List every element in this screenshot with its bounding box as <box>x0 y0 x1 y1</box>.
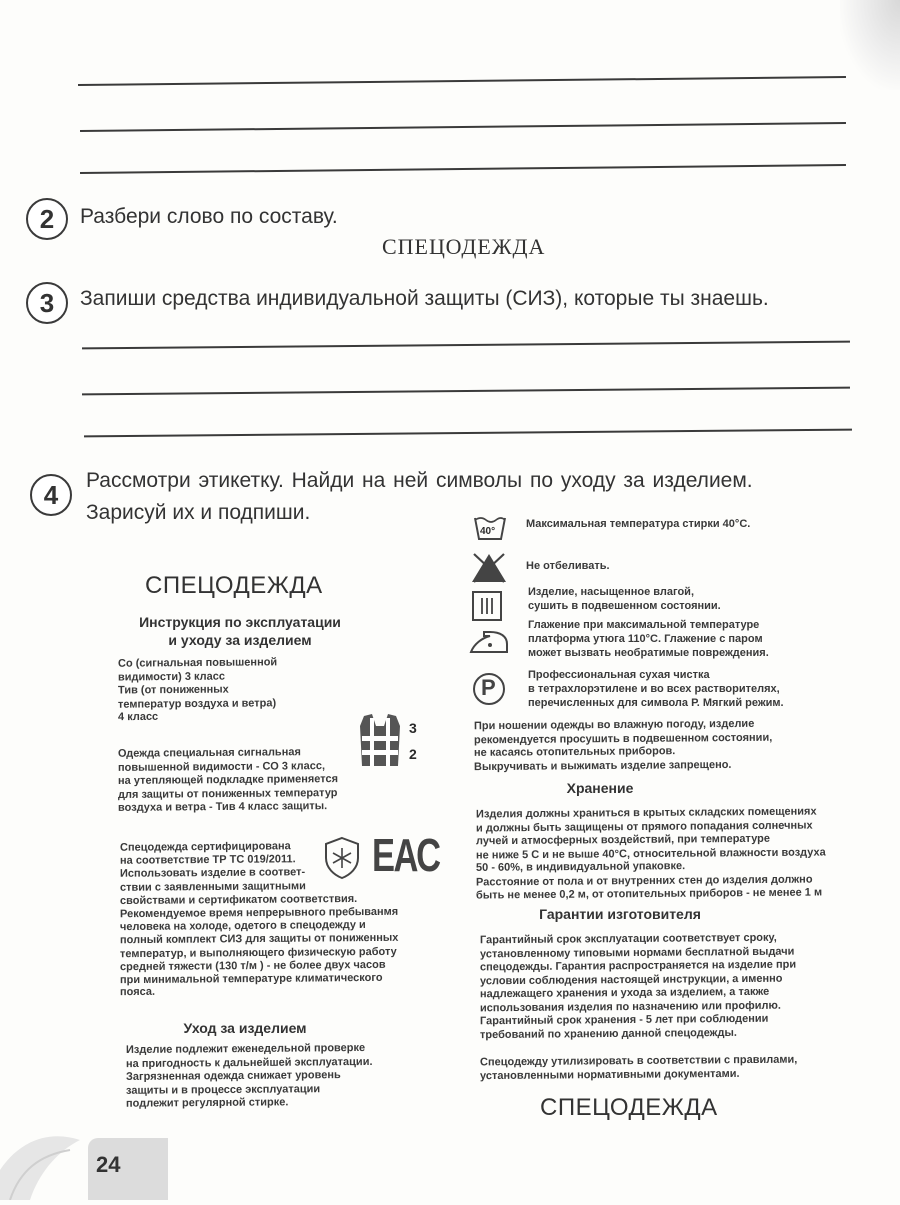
signal-description-line: для защиты от пониженных температур <box>117 786 338 801</box>
iron-text-3: может вызвать необратимые повреждения. <box>528 647 769 659</box>
vest-class-number-bottom: 2 <box>409 746 417 762</box>
guarantee-line: спецодежды. Гарантия распространяется на изделие при <box>479 958 797 974</box>
certification-line: при минимальной температуре климатического <box>119 971 383 987</box>
instruction-heading-1: Инструкция по эксплуатации <box>139 614 341 630</box>
certification-line: Рекомендуемое время непрерывного пребыванмя <box>119 905 399 921</box>
guarantee-line: использования изделия по назначению или профилю. <box>479 999 781 1014</box>
disposal-line: Спецодежду утилизировать в соответствии с правилами, <box>479 1053 798 1069</box>
instruction-heading-2: и уходу за изделием <box>168 632 312 648</box>
vest-icon <box>358 712 402 773</box>
eac-mark: ЕАС <box>372 829 440 881</box>
guarantee-line: Гарантийный срок эксплуатации соответствует сроку, <box>479 931 777 947</box>
certification-line: ствии с заявленными защитными <box>119 879 306 894</box>
task-4-line-1: Рассмотри этикетку. Найди на ней символы по уходу за изделием. <box>86 469 753 492</box>
wet-weather-line: рекомендуется просушить в подвешенном состоянии, <box>473 731 773 746</box>
guarantee-line: установленному типовыми нормами бесплатной выдачи <box>479 945 795 960</box>
task-number-4: 4 <box>30 474 72 516</box>
drip-dry-icon <box>471 590 503 627</box>
storage-line: 50 - 60%, в индивидуальной упаковке. <box>475 860 686 874</box>
signal-description-line: на утепляющей подкладке применяется <box>117 773 339 787</box>
no-bleach-icon <box>470 552 508 589</box>
disposal-line: установленными нормативными документами. <box>479 1067 740 1082</box>
guarantee-line: требований по хранению данной спецодежды. <box>479 1026 737 1041</box>
word-to-parse: СПЕЦОДЕЖДА <box>382 234 546 259</box>
writing-line <box>84 429 852 438</box>
protection-class-line: видимости) 3 класс <box>117 670 226 683</box>
pro-clean-text-3: перечисленных для символа Р. Мягкий режим. <box>528 697 784 709</box>
writing-line <box>82 387 850 396</box>
care-heading: Уход за изделием <box>183 1020 307 1036</box>
iron-one-dot-icon <box>468 626 510 661</box>
protection-class-line: Тив (от пониженных <box>117 683 229 697</box>
writing-line <box>80 122 846 132</box>
certification-line: средней тяжести (130 т/м ) - не более двух часов <box>119 958 386 973</box>
iron-text-2: платформа утюга 110°С. Глажение с паром <box>528 633 763 645</box>
certification-line: Использовать изделие в соответ- <box>119 866 306 881</box>
storage-line: не ниже 5 С и не выше 40°С, относительной влажности воздуха <box>475 845 826 862</box>
page-leaf-decoration <box>0 1110 90 1205</box>
protection-class-line: Со (сигнальная повышенной <box>117 656 278 670</box>
pro-clean-text-1: Профессиональная сухая чистка <box>528 669 710 681</box>
label-title-top: СПЕЦОДЕЖДА <box>145 572 323 599</box>
certification-line: полный комплект СИЗ для защиты от пониженных <box>119 932 399 947</box>
guarantee-line: условии соблюдения настоящей инструкции, а именно <box>479 972 783 987</box>
writing-line <box>80 164 846 174</box>
wet-weather-line: не касаясь отопительных приборов. <box>473 745 676 759</box>
wash-text: Максимальная температура стирки 40°С. <box>526 518 751 530</box>
writing-line <box>82 341 850 350</box>
protection-class-line: температур воздуха и ветра) <box>117 696 277 711</box>
signal-description-line: воздуха и ветра - Тив 4 класс защиты. <box>117 800 328 814</box>
storage-line: лучей и атмосферных воздействий, при температуре <box>475 832 771 848</box>
cold-protection-shield-icon <box>322 836 362 885</box>
task-3-text: Запиши средства индивидуальной защиты (СИЗ), которые ты знаешь. <box>80 287 769 310</box>
guarantee-line: Гарантийный срок хранения - 5 лет при соблюдении <box>479 1012 769 1028</box>
certification-line: свойствами и сертификатом соответствия. <box>119 892 358 907</box>
guarantee-line: надлежащего хранения и ухода за изделием, а также <box>479 985 770 1001</box>
wet-weather-line: При ношении одежды во влажную погоду, изделие <box>473 717 755 733</box>
storage-line: и должны быть защищены от прямого попадания солнечных <box>475 819 813 834</box>
vest-class-number-top: 3 <box>409 720 417 736</box>
label-title-bottom: СПЕЦОДЕЖДА <box>540 1094 718 1121</box>
storage-line: Расстояние от пола и от внутренних стен до изделия должно <box>475 873 813 888</box>
care-line: подлежит регулярной стирке. <box>125 1096 289 1110</box>
care-line: Изделие подлежит еженедельной проверке <box>125 1041 366 1057</box>
no-bleach-text: Не отбеливать. <box>526 560 610 572</box>
certification-line: температур, и выполняющего физическую работу <box>119 945 397 960</box>
certification-line: на соответствие ТР ТС 019/2011. <box>119 853 296 867</box>
certification-line: человека на холоде, одетого в спецодежду и <box>119 919 366 934</box>
care-line: защиты и в процессе эксплуатации <box>125 1082 321 1097</box>
drip-dry-text-1: Изделие, насыщенное влагой, <box>528 586 695 598</box>
care-line: на пригодность к дальнейшей эксплуатации. <box>125 1055 373 1070</box>
wash-temp-value: 40° <box>480 526 496 537</box>
certification-line: пояса. <box>119 986 156 999</box>
drip-dry-text-2: сушить в подвешенном состоянии. <box>528 600 721 612</box>
protection-class-line: 4 класс <box>117 710 159 724</box>
wet-weather-line: Выкручивать и выжимать изделие запрещено. <box>473 758 732 773</box>
guarantee-heading: Гарантии изготовителя <box>539 906 701 922</box>
page-number: 24 <box>96 1152 121 1177</box>
storage-heading: Хранение <box>566 780 634 796</box>
professional-cleaning-letter: P <box>481 675 496 700</box>
storage-line: Изделия должны храниться в крытых складских помещениях <box>475 805 817 821</box>
task-2-text: Разбери слово по составу. <box>80 205 338 228</box>
signal-description-line: Одежда специальная сигнальная <box>117 746 301 760</box>
storage-line: быть не менее 0,2 м, от отопительных приборов - не менее 1 м <box>475 886 823 902</box>
task-4-line-2: Зарисуй их и подпиши. <box>86 501 311 524</box>
task-number-3: 3 <box>26 282 68 324</box>
signal-description-line: повышенной видимости - СО 3 класс, <box>117 759 326 774</box>
page-corner-shade <box>840 0 900 90</box>
writing-line <box>78 76 846 86</box>
iron-text-1: Глажение при максимальной температуре <box>528 619 760 631</box>
pro-clean-text-2: в тетрахлорэтилене и во всех растворителях, <box>528 683 780 695</box>
task-number-2: 2 <box>26 198 68 240</box>
certification-line: Спецодежда сертифицирована <box>119 840 291 854</box>
care-line: Загрязненная одежда снижает уровень <box>125 1069 341 1083</box>
